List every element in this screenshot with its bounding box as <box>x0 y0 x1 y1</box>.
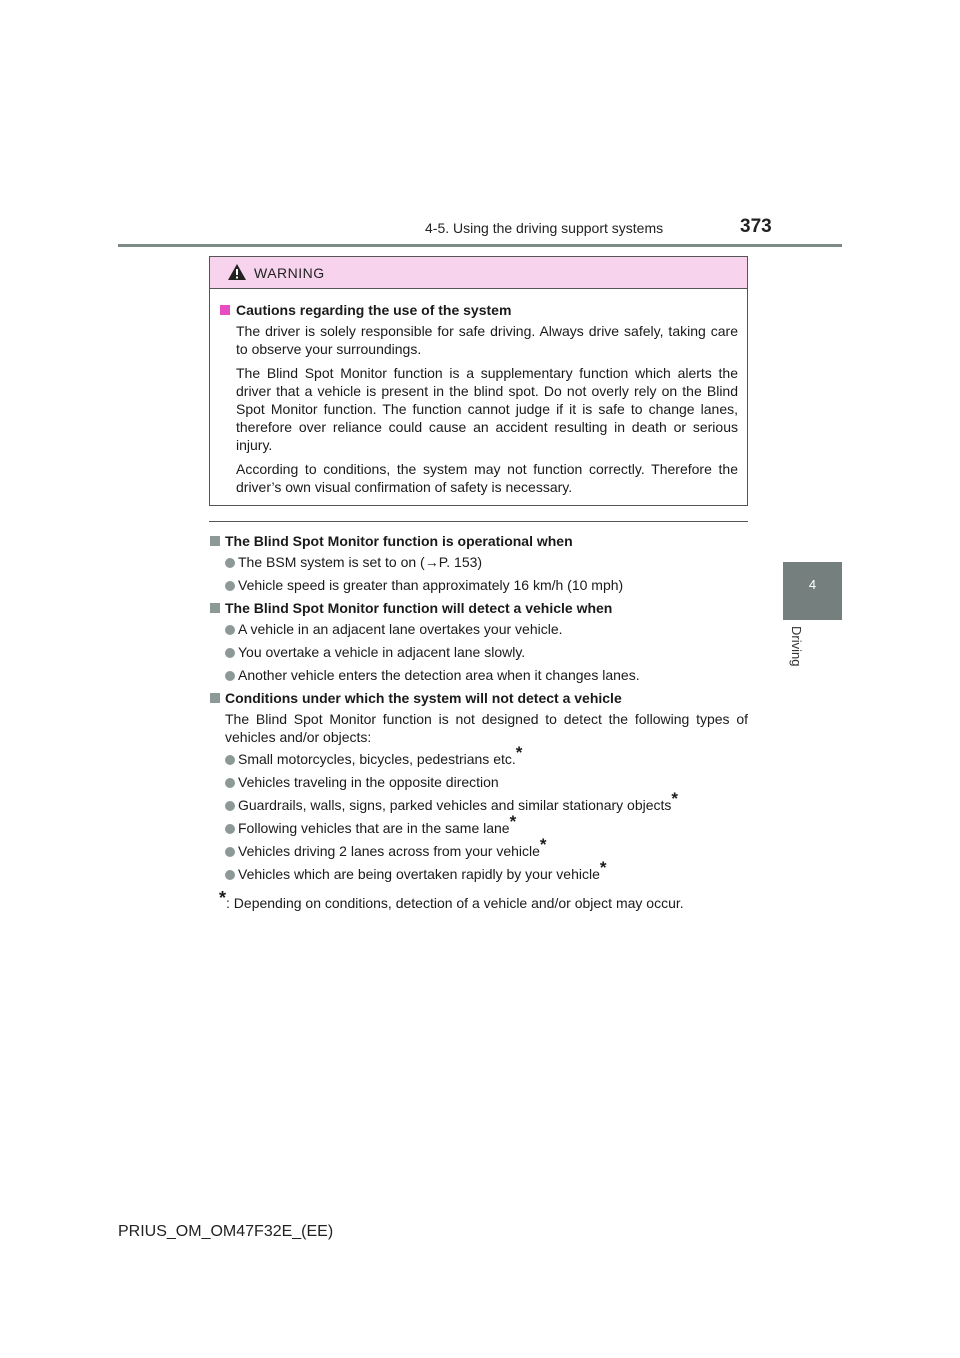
circle-bullet-icon <box>225 801 235 811</box>
footnote <box>209 889 748 912</box>
list-item <box>209 743 748 768</box>
chapter-tab-number: 4 <box>783 562 842 620</box>
list-item <box>209 576 748 594</box>
section-heading-text: The Blind Spot Monitor function is operational when <box>225 533 573 549</box>
footnote-asterisk: * <box>219 888 227 908</box>
section-heading <box>209 599 748 617</box>
warning-subheading <box>219 301 738 319</box>
list-item <box>209 553 748 571</box>
list-item-text: A vehicle in an adjacent lane overtakes your vehicle. <box>238 621 563 637</box>
list-item-text: Vehicles driving 2 lanes across from your vehicle <box>238 843 540 859</box>
asterisk-mark: * <box>599 858 607 877</box>
list-item-text: Vehicles traveling in the opposite direction <box>238 774 499 790</box>
square-bullet-icon <box>210 536 220 546</box>
warning-paragraph: The driver is solely responsible for safe driving. Always drive safely, taking care to observe your surroundings. <box>236 323 738 357</box>
warning-header <box>210 257 747 289</box>
circle-bullet-icon <box>225 671 235 681</box>
square-bullet-icon <box>220 305 230 315</box>
list-item-text: You overtake a vehicle in adjacent lane slowly. <box>238 644 526 660</box>
asterisk-mark: * <box>671 789 679 808</box>
circle-bullet-icon <box>225 625 235 635</box>
list-item <box>209 789 748 814</box>
chapter-tab-label-text: Driving <box>789 626 804 667</box>
warning-subheading-text: Cautions regarding the use of the system <box>236 302 512 318</box>
list-item-text: The BSM system is set to on (→P. 153) <box>238 554 483 570</box>
section-intro: The Blind Spot Monitor function is not designed to detect the following types of vehicles and/or objects: <box>225 711 748 745</box>
document-id: PRIUS_OM_OM47F32E_(EE) <box>118 1223 334 1240</box>
list-item <box>209 666 748 684</box>
list-item <box>209 643 748 661</box>
circle-bullet-icon <box>225 824 235 834</box>
warning-body <box>210 289 747 496</box>
circle-bullet-icon <box>225 778 235 788</box>
asterisk-mark: * <box>509 812 517 831</box>
circle-bullet-icon <box>225 648 235 658</box>
circle-bullet-icon <box>225 558 235 568</box>
list-item-text: Another vehicle enters the detection area when it changes lanes. <box>238 667 640 683</box>
header-section-title: 4-5. Using the driving support systems <box>425 220 664 236</box>
footnote-text: : Depending on conditions, detection of a vehicle and/or object may occur. <box>226 895 684 911</box>
list-item <box>209 835 748 860</box>
circle-bullet-icon <box>225 870 235 880</box>
list-item-text: Following vehicles that are in the same lane <box>238 820 510 836</box>
circle-bullet-icon <box>225 755 235 765</box>
list-item <box>209 812 748 837</box>
section-heading <box>209 689 748 707</box>
square-bullet-icon <box>210 693 220 703</box>
section-heading-text: The Blind Spot Monitor function will detect a vehicle when <box>225 600 613 616</box>
asterisk-mark: * <box>515 743 523 762</box>
warning-box <box>209 256 748 506</box>
list-item-text: Vehicles which are being overtaken rapidly by your vehicle <box>238 866 600 882</box>
warning-triangle-icon <box>227 263 247 281</box>
page-number: 373 <box>740 216 772 237</box>
list-item <box>209 858 748 883</box>
circle-bullet-icon <box>225 847 235 857</box>
section-heading-text: Conditions under which the system will not detect a vehicle <box>225 690 622 706</box>
warning-title: WARNING <box>254 265 325 281</box>
asterisk-mark: * <box>539 835 547 854</box>
circle-bullet-icon <box>225 581 235 591</box>
list-item <box>209 773 748 791</box>
header-divider <box>118 244 842 247</box>
section-divider <box>209 521 748 522</box>
list-item-text: Guardrails, walls, signs, parked vehicles and similar stationary objects <box>238 797 672 813</box>
warning-paragraph: The Blind Spot Monitor function is a supplementary function which alerts the driver that a vehicle is present in the blind spot. Do not overly rely on the Blind Spot Monitor function. The function cannot judge if it is safe to change lanes, therefore over reliance could cause an accident resulting in death or serious injury. <box>236 365 738 453</box>
list-item-text: Vehicle speed is greater than approximately 16 km/h (10 mph) <box>238 577 624 593</box>
list-item-text: Small motorcycles, bicycles, pedestrians etc. <box>238 751 516 767</box>
warning-paragraph: According to conditions, the system may not function correctly. Therefore the driver’s own visual confirmation of safety is necessary. <box>236 461 738 495</box>
list-item <box>209 620 748 638</box>
main-content <box>209 528 748 912</box>
section-heading <box>209 532 748 550</box>
chapter-tab-label <box>784 626 808 686</box>
square-bullet-icon <box>210 603 220 613</box>
